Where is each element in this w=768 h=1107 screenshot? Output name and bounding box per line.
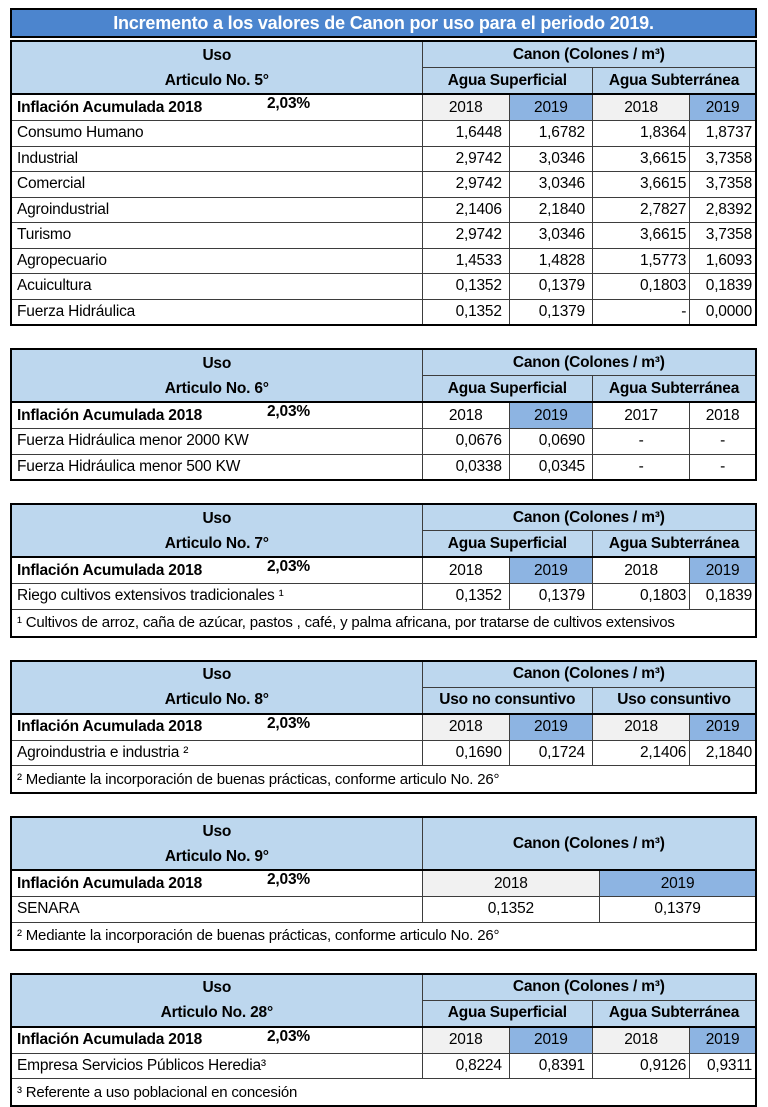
value-cell: 3,6615 xyxy=(592,223,689,249)
uso-label: Uso xyxy=(12,43,422,68)
value-cell: 3,0346 xyxy=(509,172,592,198)
uso-header-cell xyxy=(11,41,422,94)
value-cell: 0,1352 xyxy=(422,897,599,923)
value-cell: - xyxy=(592,454,689,480)
value-cell: 0,8224 xyxy=(422,1053,509,1079)
year-cell: 2019 xyxy=(600,870,756,897)
canon-header: Canon (Colones / m³) xyxy=(422,974,756,1001)
value-cell: 1,4533 xyxy=(422,248,509,274)
table-row xyxy=(11,584,756,610)
uso-header-cell xyxy=(11,817,422,870)
canon-header: Canon (Colones / m³) xyxy=(422,349,756,376)
table-row xyxy=(11,223,756,249)
group-header-superficial: Agua Superficial xyxy=(422,1000,592,1027)
value-cell: 2,1406 xyxy=(592,740,689,766)
value-cell: 0,1839 xyxy=(690,274,756,300)
year-cell: 2018 xyxy=(690,402,756,429)
table-row xyxy=(11,121,756,147)
inflation-value: 2,03% xyxy=(267,715,310,733)
document-title: Incremento a los valores de Canon por uso para el periodo 2019. xyxy=(10,8,757,38)
value-cell: 0,9311 xyxy=(690,1053,756,1079)
inflation-cell xyxy=(11,402,422,429)
value-cell: 0,8391 xyxy=(509,1053,592,1079)
year-cell: 2018 xyxy=(592,557,689,584)
year-cell: 2018 xyxy=(422,714,509,741)
year-cell: 2018 xyxy=(422,1027,509,1054)
year-cell: 2018 xyxy=(592,714,689,741)
group-header-superficial: Agua Superficial xyxy=(422,68,592,95)
group-header-consuntivo: Uso consuntivo xyxy=(592,687,756,714)
inflation-label: Inflación Acumulada 2018 xyxy=(17,407,202,424)
group-header-subterranea: Agua Subterránea xyxy=(592,1000,756,1027)
inflation-value: 2,03% xyxy=(267,1028,310,1046)
inflation-label: Inflación Acumulada 2018 xyxy=(17,562,202,579)
value-cell: 0,0690 xyxy=(509,429,592,455)
uso-header-cell xyxy=(11,349,422,402)
group-header-superficial: Agua Superficial xyxy=(422,531,592,558)
table-row xyxy=(11,897,756,923)
inflation-cell xyxy=(11,870,422,897)
group-header-subterranea: Agua Subterránea xyxy=(592,68,756,95)
value-cell: 0,1839 xyxy=(690,584,756,610)
row-label: Comercial xyxy=(11,172,422,198)
value-cell: 0,1352 xyxy=(422,274,509,300)
value-cell: 1,5773 xyxy=(592,248,689,274)
value-cell: - xyxy=(592,429,689,455)
year-cell: 2019 xyxy=(509,714,592,741)
value-cell: 1,8364 xyxy=(592,121,689,147)
inflation-label: Inflación Acumulada 2018 xyxy=(17,875,202,892)
value-cell: - xyxy=(592,299,689,325)
row-label: Riego cultivos extensivos tradicionales ¹ xyxy=(11,584,422,610)
table-articulo-6 xyxy=(10,348,757,481)
row-label: Acuicultura xyxy=(11,274,422,300)
year-cell: 2018 xyxy=(422,870,599,897)
canon-header: Canon (Colones / m³) xyxy=(422,661,756,688)
row-label: Agroindustrial xyxy=(11,197,422,223)
row-label: Agroindustria e industria ² xyxy=(11,740,422,766)
canon-header: Canon (Colones / m³) xyxy=(422,41,756,68)
value-cell: 2,9742 xyxy=(422,172,509,198)
year-cell: 2019 xyxy=(690,1027,756,1054)
value-cell: 0,1803 xyxy=(592,274,689,300)
group-header-superficial: Agua Superficial xyxy=(422,376,592,403)
table-row xyxy=(11,740,756,766)
inflation-label: Inflación Acumulada 2018 xyxy=(17,718,202,735)
table-articulo-5 xyxy=(10,40,757,326)
year-cell: 2019 xyxy=(509,94,592,121)
value-cell: 1,6782 xyxy=(509,121,592,147)
year-cell: 2019 xyxy=(690,94,756,121)
row-label: Fuerza Hidráulica xyxy=(11,299,422,325)
footnote: ² Mediante la incorporación de buenas prácticas, conforme articulo No. 26° xyxy=(11,922,756,950)
value-cell: 0,1803 xyxy=(592,584,689,610)
table-articulo-28 xyxy=(10,973,757,1107)
inflation-label: Inflación Acumulada 2018 xyxy=(17,1031,202,1048)
row-label: Consumo Humano xyxy=(11,121,422,147)
value-cell: 2,1840 xyxy=(509,197,592,223)
table-row xyxy=(11,146,756,172)
footnote: ¹ Cultivos de arroz, caña de azúcar, pastos , café, y palma africana, por tratarse de cultivos extensivos xyxy=(11,609,756,637)
articulo-label: Articulo No. 8° xyxy=(12,687,422,712)
value-cell: - xyxy=(690,454,756,480)
value-cell: 0,0000 xyxy=(690,299,756,325)
value-cell: 1,4828 xyxy=(509,248,592,274)
table-articulo-7 xyxy=(10,503,757,638)
uso-header-cell xyxy=(11,661,422,714)
value-cell: 0,1379 xyxy=(509,274,592,300)
footnote: ³ Referente a uso poblacional en concesión xyxy=(11,1079,756,1107)
row-label: Agropecuario xyxy=(11,248,422,274)
table-row xyxy=(11,248,756,274)
value-cell: 2,9742 xyxy=(422,146,509,172)
table-articulo-9 xyxy=(10,816,757,951)
table-row xyxy=(11,172,756,198)
value-cell: 0,1724 xyxy=(509,740,592,766)
table-row xyxy=(11,299,756,325)
table-row xyxy=(11,1053,756,1079)
value-cell: 2,9742 xyxy=(422,223,509,249)
uso-label: Uso xyxy=(12,819,422,844)
canon-header: Canon (Colones / m³) xyxy=(422,504,756,531)
value-cell: 0,1352 xyxy=(422,299,509,325)
year-cell: 2018 xyxy=(422,94,509,121)
articulo-label: Articulo No. 9° xyxy=(12,844,422,869)
row-label: Fuerza Hidráulica menor 2000 KW xyxy=(11,429,422,455)
uso-label: Uso xyxy=(12,975,422,1000)
value-cell: 0,1379 xyxy=(509,299,592,325)
inflation-value: 2,03% xyxy=(267,558,310,576)
year-cell: 2019 xyxy=(690,714,756,741)
inflation-value: 2,03% xyxy=(267,871,310,889)
group-header-no-consuntivo: Uso no consuntivo xyxy=(422,687,592,714)
year-cell: 2019 xyxy=(509,1027,592,1054)
inflation-cell xyxy=(11,714,422,741)
group-header-subterranea: Agua Subterránea xyxy=(592,376,756,403)
uso-header-cell xyxy=(11,974,422,1027)
value-cell: 3,7358 xyxy=(690,146,756,172)
row-label: SENARA xyxy=(11,897,422,923)
table-row xyxy=(11,197,756,223)
value-cell: 3,7358 xyxy=(690,172,756,198)
uso-label: Uso xyxy=(12,662,422,687)
year-cell: 2017 xyxy=(592,402,689,429)
uso-header-cell xyxy=(11,504,422,557)
value-cell: 1,8737 xyxy=(690,121,756,147)
row-label: Fuerza Hidráulica menor 500 KW xyxy=(11,454,422,480)
uso-label: Uso xyxy=(12,506,422,531)
year-cell: 2019 xyxy=(509,557,592,584)
year-cell: 2018 xyxy=(592,94,689,121)
row-label: Industrial xyxy=(11,146,422,172)
value-cell: - xyxy=(690,429,756,455)
table-row xyxy=(11,429,756,455)
inflation-label: Inflación Acumulada 2018 xyxy=(17,99,202,116)
articulo-label: Articulo No. 6° xyxy=(12,376,422,401)
footnote: ² Mediante la incorporación de buenas prácticas, conforme articulo No. 26° xyxy=(11,766,756,794)
value-cell: 0,1379 xyxy=(600,897,756,923)
row-label: Turismo xyxy=(11,223,422,249)
articulo-label: Articulo No. 5° xyxy=(12,68,422,93)
value-cell: 0,1379 xyxy=(509,584,592,610)
value-cell: 0,0676 xyxy=(422,429,509,455)
value-cell: 1,6448 xyxy=(422,121,509,147)
group-header-subterranea: Agua Subterránea xyxy=(592,531,756,558)
articulo-label: Articulo No. 28° xyxy=(12,1000,422,1025)
year-cell: 2018 xyxy=(592,1027,689,1054)
value-cell: 2,7827 xyxy=(592,197,689,223)
value-cell: 0,1352 xyxy=(422,584,509,610)
value-cell: 0,9126 xyxy=(592,1053,689,1079)
value-cell: 3,6615 xyxy=(592,146,689,172)
inflation-cell xyxy=(11,94,422,121)
table-row xyxy=(11,274,756,300)
value-cell: 3,0346 xyxy=(509,223,592,249)
table-row xyxy=(11,454,756,480)
year-cell: 2019 xyxy=(509,402,592,429)
value-cell: 2,1406 xyxy=(422,197,509,223)
inflation-value: 2,03% xyxy=(267,403,310,421)
value-cell: 0,1690 xyxy=(422,740,509,766)
year-cell: 2018 xyxy=(422,557,509,584)
value-cell: 2,8392 xyxy=(690,197,756,223)
inflation-cell xyxy=(11,557,422,584)
year-cell: 2018 xyxy=(422,402,509,429)
year-cell: 2019 xyxy=(690,557,756,584)
canon-header: Canon (Colones / m³) xyxy=(422,817,756,870)
table-articulo-8 xyxy=(10,660,757,795)
inflation-cell xyxy=(11,1027,422,1054)
value-cell: 0,0345 xyxy=(509,454,592,480)
uso-label: Uso xyxy=(12,351,422,376)
value-cell: 1,6093 xyxy=(690,248,756,274)
row-label: Empresa Servicios Públicos Heredia³ xyxy=(11,1053,422,1079)
value-cell: 0,0338 xyxy=(422,454,509,480)
value-cell: 3,0346 xyxy=(509,146,592,172)
value-cell: 2,1840 xyxy=(690,740,756,766)
inflation-value: 2,03% xyxy=(267,95,310,113)
articulo-label: Articulo No. 7° xyxy=(12,531,422,556)
value-cell: 3,7358 xyxy=(690,223,756,249)
value-cell: 3,6615 xyxy=(592,172,689,198)
